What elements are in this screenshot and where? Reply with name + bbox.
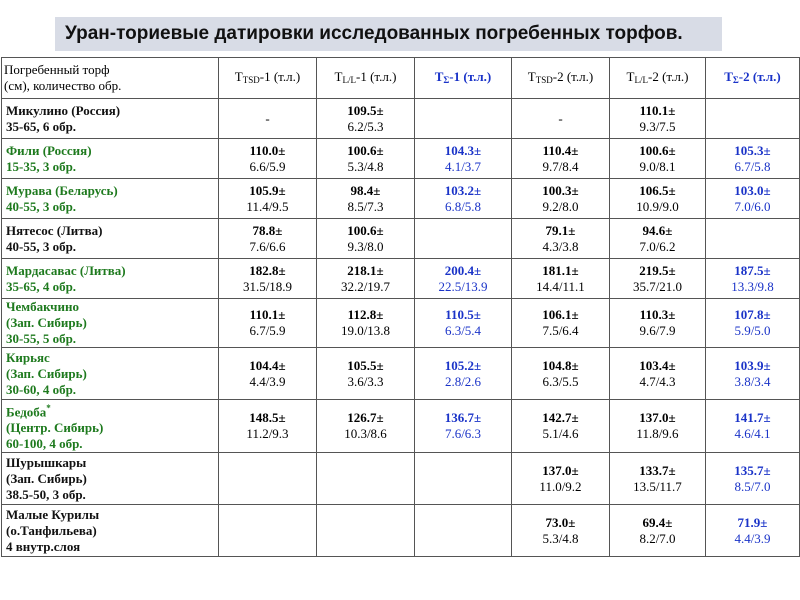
age-error: 19.0/13.8 <box>340 323 391 338</box>
age-value: 142.7± <box>542 410 579 426</box>
table-row <box>2 179 800 219</box>
sample-name-line: Бедоба* <box>6 403 51 420</box>
header-sample-cell <box>2 58 219 99</box>
value-cell <box>415 453 512 505</box>
age-error: 4.4/3.9 <box>249 373 286 389</box>
age-error: 7.5/6.4 <box>542 323 579 338</box>
age-value: 133.7± <box>639 462 676 478</box>
age-error: 9.7/8.4 <box>542 158 579 174</box>
sample-name-line: 4 внутр.слоя <box>6 538 81 554</box>
table-row <box>2 505 800 557</box>
age-value: 110.4± <box>542 142 579 158</box>
age-error: 5.1/4.6 <box>542 426 579 442</box>
age-error: 4.4/3.9 <box>734 530 771 546</box>
age-value: 219.5± <box>639 262 676 278</box>
age-error: 6.3/5.4 <box>444 323 482 338</box>
sample-name-line: Шурышкары <box>6 454 87 470</box>
table-row <box>2 348 800 400</box>
value-cell <box>219 505 317 557</box>
age-value: 182.8± <box>249 262 286 278</box>
sample-name-line: (Зап. Сибирь) <box>6 315 87 330</box>
sample-name-line: 15-35, 3 обр. <box>6 158 77 174</box>
age-value: - <box>265 110 270 126</box>
value-cell <box>317 400 415 453</box>
sample-name-line: Мурава (Беларусь) <box>6 182 118 198</box>
age-error: 2.8/2.6 <box>444 373 482 389</box>
value-cell <box>610 179 706 219</box>
value-cell <box>317 179 415 219</box>
age-error: 5.9/5.0 <box>734 323 771 338</box>
age-value: 78.8± <box>252 222 283 238</box>
age-value: 94.6± <box>642 222 673 238</box>
value-cell <box>415 259 512 299</box>
value-cell <box>706 219 800 259</box>
value-cell <box>219 259 317 299</box>
age-value: 105.2± <box>444 357 482 373</box>
age-error: 5.3/4.8 <box>347 158 384 174</box>
value-cell <box>415 179 512 219</box>
age-value: 106.1± <box>542 307 579 322</box>
age-error: 4.7/4.3 <box>639 373 676 389</box>
age-error: 8.5/7.3 <box>347 198 384 214</box>
age-value: 110.1± <box>639 102 676 118</box>
value-cell <box>415 505 512 557</box>
age-error: 6.7/5.9 <box>249 323 286 338</box>
sample-name-line: Микулино (Россия) <box>6 102 121 118</box>
age-value: 110.5± <box>445 307 481 322</box>
sample-name-line: Чембакчино <box>6 299 79 314</box>
value-cell <box>219 299 317 348</box>
value-cell <box>610 400 706 453</box>
sample-name-line: 60-100, 4 обр. <box>6 436 83 452</box>
age-error: 7.6/6.3 <box>444 426 482 442</box>
value-cell <box>317 299 415 348</box>
sample-name-line: 40-55, 3 обр. <box>6 238 77 254</box>
value-cell <box>610 139 706 179</box>
sample-name-line: 30-55, 5 обр. <box>6 331 77 346</box>
age-value: 103.2± <box>444 182 482 198</box>
sample-name-cell <box>2 139 219 179</box>
value-cell <box>610 453 706 505</box>
age-error: 11.0/9.2 <box>539 478 582 494</box>
sample-name-cell <box>2 505 219 557</box>
age-value: 105.3± <box>734 142 771 158</box>
age-value: 136.7± <box>444 410 482 426</box>
age-error: 11.2/9.3 <box>246 426 289 442</box>
table-row <box>2 259 800 299</box>
age-error: 8.2/7.0 <box>639 530 676 546</box>
age-error: 7.0/6.0 <box>734 198 771 214</box>
age-error: 8.5/7.0 <box>734 478 771 494</box>
age-value: 104.3± <box>444 142 482 158</box>
sample-name-line: 38.5-50, 3 обр. <box>6 486 86 502</box>
value-cell <box>706 139 800 179</box>
value-cell <box>317 219 415 259</box>
age-error: 4.1/3.7 <box>444 158 482 174</box>
value-cell <box>512 299 610 348</box>
age-error: 31.5/18.9 <box>242 278 293 294</box>
header-row <box>2 58 800 99</box>
value-cell <box>512 219 610 259</box>
header-col-2: $T_{L/L}-1$ (т.л.) <box>317 58 415 99</box>
age-value: 148.5± <box>249 410 286 426</box>
value-cell <box>610 299 706 348</box>
age-error: 13.5/11.7 <box>633 478 682 494</box>
value-cell <box>415 219 512 259</box>
value-cell <box>512 179 610 219</box>
age-value: 103.4± <box>639 357 676 373</box>
sample-name-line: 30-60, 4 обр. <box>6 381 77 397</box>
age-value: 200.4± <box>444 262 482 278</box>
value-cell <box>610 259 706 299</box>
dating-table <box>1 57 800 557</box>
value-cell <box>512 99 610 139</box>
age-error: 4.6/4.1 <box>734 426 771 442</box>
age-error: 6.6/5.9 <box>249 158 286 174</box>
age-value: 104.8± <box>542 357 579 373</box>
age-value: 98.4± <box>350 182 381 198</box>
sample-name-cell <box>2 299 219 348</box>
age-value: 110.3± <box>639 307 676 322</box>
age-value: 106.5± <box>639 182 676 198</box>
sample-name-line: 40-55, 3 обр. <box>6 198 77 214</box>
value-cell <box>706 259 800 299</box>
age-value: 71.9± <box>737 514 768 530</box>
age-value: 112.8± <box>347 307 384 322</box>
table-row <box>2 453 800 505</box>
sample-name-line: 35-65, 4 обр. <box>6 278 77 294</box>
age-value: 73.0± <box>545 514 576 530</box>
sample-name-line: (Зап. Сибирь) <box>6 365 87 381</box>
value-cell <box>706 179 800 219</box>
value-cell <box>415 99 512 139</box>
header-sample-label: Погребенный торф <box>4 62 110 77</box>
page-title: Уран-ториевые датировки исследованных погребенных торфов. <box>55 17 722 51</box>
sample-name-cell <box>2 179 219 219</box>
sample-name-cell <box>2 219 219 259</box>
sample-name-line: (Центр. Сибирь) <box>6 420 104 436</box>
value-cell <box>610 505 706 557</box>
table-row <box>2 400 800 453</box>
age-error: 7.0/6.2 <box>639 238 676 254</box>
header-sample-label: (см), количество обр. <box>4 78 122 93</box>
age-error: 3.8/3.4 <box>734 373 771 389</box>
sample-name-line: (о.Танфильева) <box>6 522 97 538</box>
age-value: 137.0± <box>639 410 676 426</box>
age-error: 32.2/19.7 <box>340 278 391 294</box>
value-cell <box>610 219 706 259</box>
header-col-3: $T_\Sigma-1$ (т.л.) <box>415 58 512 99</box>
age-error: 9.6/7.9 <box>639 323 676 338</box>
table-row <box>2 299 800 348</box>
table-row <box>2 99 800 139</box>
value-cell <box>219 348 317 400</box>
value-cell <box>219 400 317 453</box>
age-value: 100.6± <box>347 142 384 158</box>
age-value: 135.7± <box>734 462 771 478</box>
value-cell <box>219 99 317 139</box>
age-value: 69.4± <box>642 514 673 530</box>
age-value: 181.1± <box>542 262 579 278</box>
sample-name-cell <box>2 348 219 400</box>
value-cell <box>610 99 706 139</box>
age-value: 100.6± <box>639 142 676 158</box>
age-error: 11.4/9.5 <box>246 198 289 214</box>
value-cell <box>219 453 317 505</box>
age-error: 10.3/8.6 <box>344 426 387 442</box>
age-error: 11.8/9.6 <box>636 426 679 442</box>
value-cell <box>317 259 415 299</box>
sample-name-cell <box>2 453 219 505</box>
age-value: 104.4± <box>249 357 286 373</box>
value-cell <box>706 348 800 400</box>
age-error: 6.2/5.3 <box>347 118 384 134</box>
age-error: 9.2/8.0 <box>542 198 579 214</box>
age-error: 6.3/5.5 <box>542 373 579 389</box>
age-value: - <box>558 110 563 126</box>
value-cell <box>317 348 415 400</box>
value-cell <box>706 400 800 453</box>
age-error: 9.3/8.0 <box>347 238 384 254</box>
value-cell <box>512 259 610 299</box>
age-value: 105.9± <box>249 182 286 198</box>
age-error: 22.5/13.9 <box>438 278 488 294</box>
age-value: 107.8± <box>734 307 771 322</box>
header-col-5: $T_{L/L}-2$ (т.л.) <box>610 58 706 99</box>
value-cell <box>512 453 610 505</box>
age-value: 103.9± <box>734 357 771 373</box>
header-col-4: $T_{TSD}-2$ (т.л.) <box>512 58 610 99</box>
age-value: 126.7± <box>347 410 384 426</box>
value-cell <box>317 139 415 179</box>
age-value: 187.5± <box>734 262 771 278</box>
sample-name-line: 35-65, 6 обр. <box>6 118 77 134</box>
age-value: 110.0± <box>249 142 286 158</box>
value-cell <box>219 179 317 219</box>
value-cell <box>415 348 512 400</box>
table-row <box>2 139 800 179</box>
table-row <box>2 219 800 259</box>
age-error: 6.8/5.8 <box>444 198 482 214</box>
age-error: 4.3/3.8 <box>542 238 579 254</box>
value-cell <box>512 400 610 453</box>
header-col-1: $T_{TSD}-1$ (т.л.) <box>219 58 317 99</box>
age-value: 110.1± <box>249 307 286 322</box>
age-error: 5.3/4.8 <box>542 530 579 546</box>
value-cell <box>415 400 512 453</box>
value-cell <box>317 453 415 505</box>
age-error: 14.4/11.1 <box>536 278 585 294</box>
age-error: 10.9/9.0 <box>636 198 679 214</box>
value-cell <box>610 348 706 400</box>
value-cell <box>512 505 610 557</box>
age-value: 105.5± <box>347 357 384 373</box>
value-cell <box>415 299 512 348</box>
age-error: 9.0/8.1 <box>639 158 676 174</box>
age-error: 6.7/5.8 <box>734 158 771 174</box>
sample-name-line: Фили (Россия) <box>6 142 92 158</box>
age-error: 9.3/7.5 <box>639 118 676 134</box>
value-cell <box>706 453 800 505</box>
age-error: 35.7/21.0 <box>632 278 683 294</box>
value-cell <box>219 139 317 179</box>
age-value: 103.0± <box>734 182 771 198</box>
age-value: 137.0± <box>542 462 579 478</box>
value-cell <box>706 299 800 348</box>
age-error: 7.6/6.6 <box>249 238 286 254</box>
age-value: 79.1± <box>545 222 576 238</box>
sample-name-line: Малые Курилы <box>6 506 100 522</box>
age-value: 141.7± <box>734 410 771 426</box>
value-cell <box>219 219 317 259</box>
value-cell <box>706 99 800 139</box>
age-value: 100.6± <box>347 222 384 238</box>
age-value: 109.5± <box>347 102 384 118</box>
age-error: 13.3/9.8 <box>731 278 774 294</box>
sample-name-cell <box>2 259 219 299</box>
value-cell <box>512 348 610 400</box>
value-cell <box>706 505 800 557</box>
sample-name-line: Нятесос (Литва) <box>6 222 103 238</box>
value-cell <box>512 139 610 179</box>
sample-name-line: Мардасавас (Литва) <box>6 262 126 278</box>
value-cell <box>415 139 512 179</box>
sample-name-line: (Зап. Сибирь) <box>6 470 87 486</box>
value-cell <box>317 99 415 139</box>
age-value: 218.1± <box>347 262 384 278</box>
sample-name-cell <box>2 400 219 453</box>
value-cell <box>317 505 415 557</box>
age-error: 3.6/3.3 <box>347 373 384 389</box>
sample-name-cell <box>2 99 219 139</box>
age-value: 100.3± <box>542 182 579 198</box>
header-col-6: $T_\Sigma-2$ (т.л.) <box>706 58 800 99</box>
sample-name-line: Кирьяс <box>6 349 50 365</box>
